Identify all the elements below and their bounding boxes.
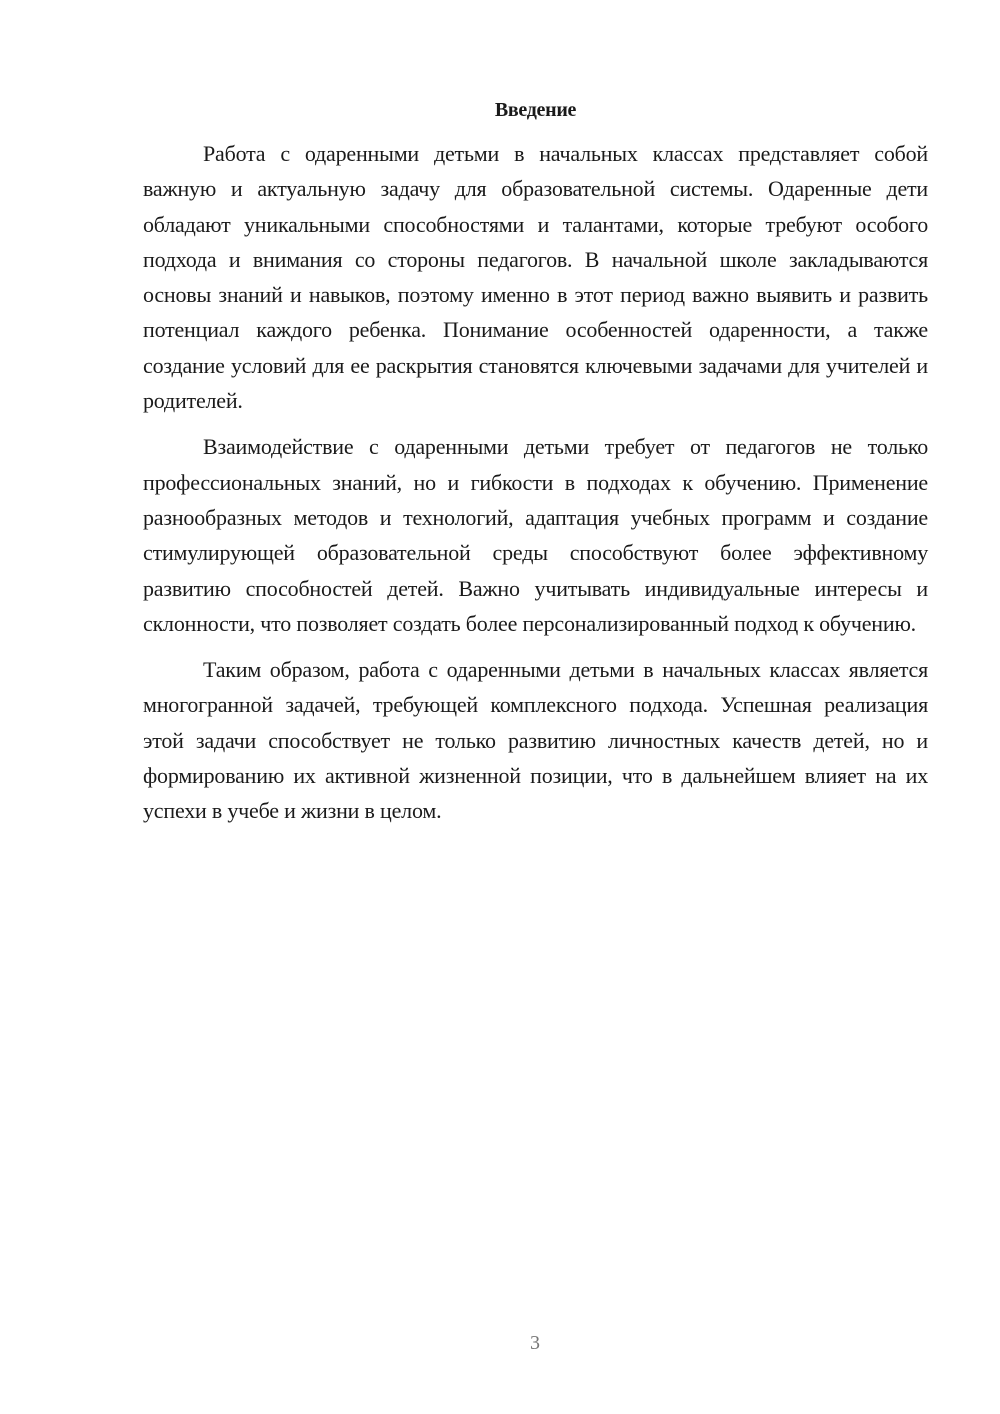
- paragraph-2: Взаимодействие с одаренными детьми требует от педагогов не только профессиональных знаний, но и гибкости в подходах к обучению. Применение разнообразных методов и технологий, адаптация учебных программ и создание стимулирующей образовательной среды способствуют более эффективному развитию способностей детей. Важно учитывать индивидуальные интересы и склонности, что позволяет создать более персонализированный подход к обучению.: [143, 434, 928, 636]
- paragraph-1: Работа с одаренными детьми в начальных классах представляет собой важную и актуальную задачу для образовательной системы. Одаренные дети обладают уникальными способностями и талантами, которые требуют особого подхода и внимания со стороны педагогов. В начальной школе закладываются основы знаний и навыков, поэтому именно в этот период важно выявить и развить потенциал каждого ребенка. Понимание особенностей одаренности, а также создание условий для ее раскрытия становятся ключевыми задачами для учителей и родителей.: [143, 141, 928, 414]
- page-number: 3: [530, 1332, 540, 1354]
- section-title: Введение: [494, 99, 577, 121]
- page-content: [143, 95, 928, 840]
- paragraph-3: Таким образом, работа с одаренными детьми в начальных классах является многогранной задачей, требующей комплексного подхода. Успешная реализация этой задачи способствует не только развитию личностных качеств детей, но и формированию их активной жизненной позиции, что в дальнейшем влияет на их успехи в учебе и жизни в целом.: [143, 657, 928, 824]
